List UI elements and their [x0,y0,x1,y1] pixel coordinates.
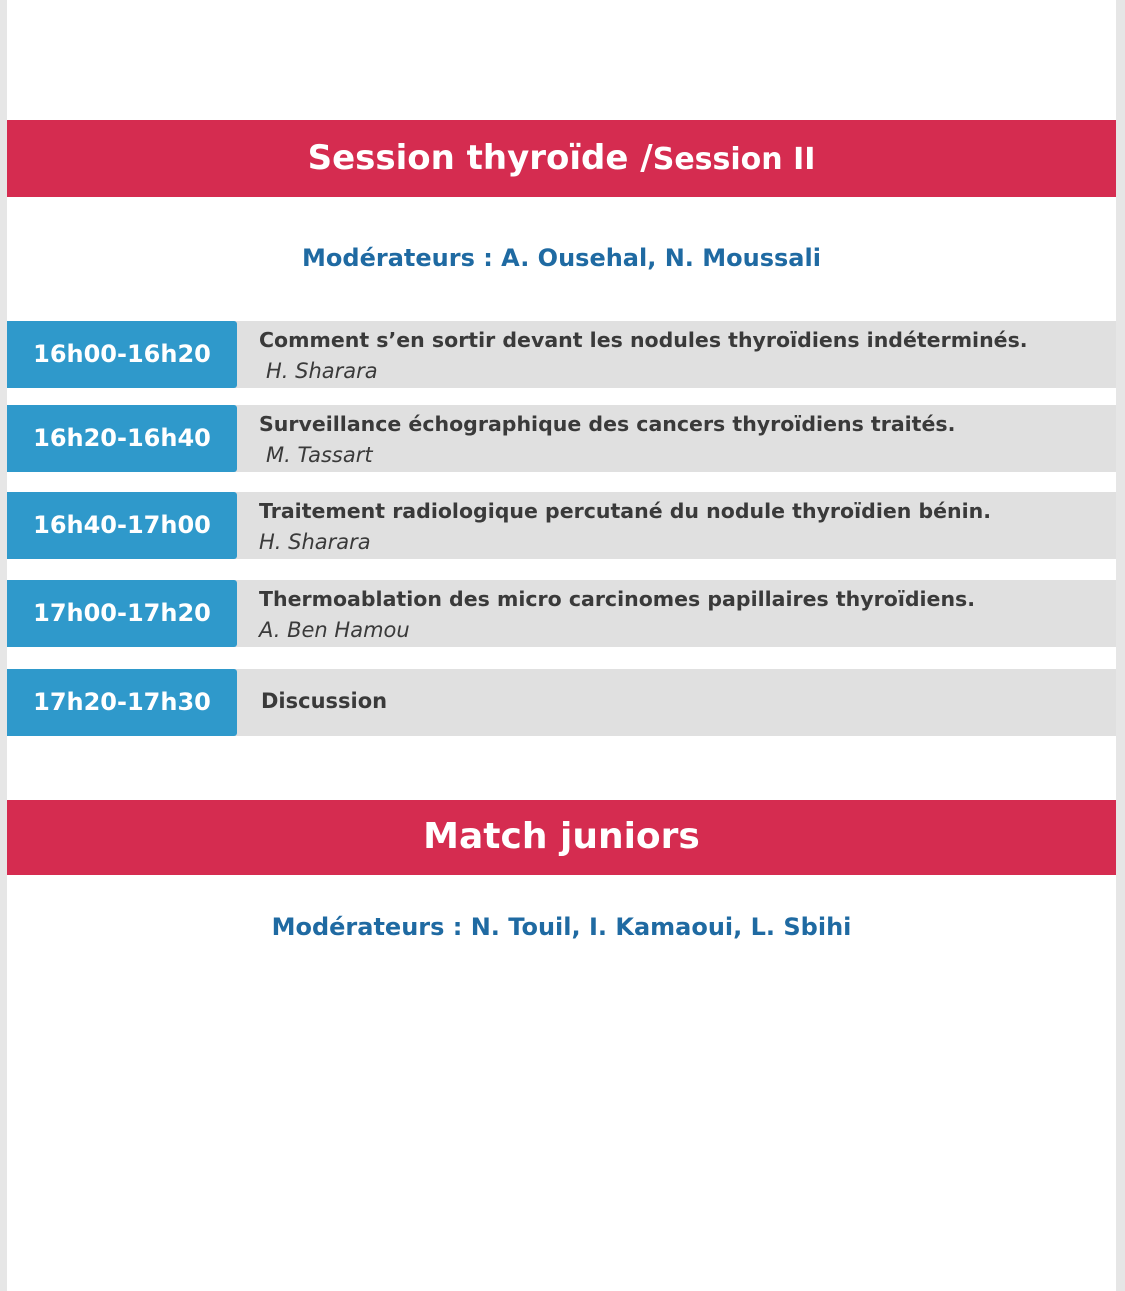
program-row [7,492,1116,559]
session-moderators: Modérateurs : N. Touil, I. Kamaoui, L. Sbihi [271,913,852,941]
time-badge: 17h20-17h30 [7,669,237,736]
program-row [7,580,1116,647]
time-badge: 16h20-16h40 [7,405,237,472]
session-title: Match juniors [423,816,700,857]
speaker-name: H. Sharara [259,530,371,554]
time-badge: 16h40-17h00 [7,492,237,559]
talk-title: Thermoablation des micro carcinomes papillaires thyroïdiens. [259,587,976,611]
program-row [7,321,1116,388]
talk-title: Comment s’en sortir devant les nodules thyroïdiens indéterminés. [259,328,1028,352]
session-moderators: Modérateurs : A. Ousehal, N. Moussali [302,244,821,272]
session-banner [7,120,1116,197]
session-banner [7,800,1116,875]
talk-title: Traitement radiologique percutané du nodule thyroïdien bénin. [259,499,992,523]
program-row [7,669,1116,736]
speaker-name: A. Ben Hamou [259,618,410,642]
discussion-label: Discussion [261,689,388,713]
session-title: Session thyroïde / [307,138,653,178]
time-badge: 16h00-16h20 [7,321,237,388]
speaker-name: H. Sharara [266,359,378,383]
talk-title: Surveillance échographique des cancers thyroïdiens traités. [259,412,956,436]
session-title-suffix: Session II [652,142,816,177]
speaker-name: M. Tassart [266,443,373,467]
time-badge: 17h00-17h20 [7,580,237,647]
program-page [7,0,1116,1291]
program-row [7,405,1116,472]
